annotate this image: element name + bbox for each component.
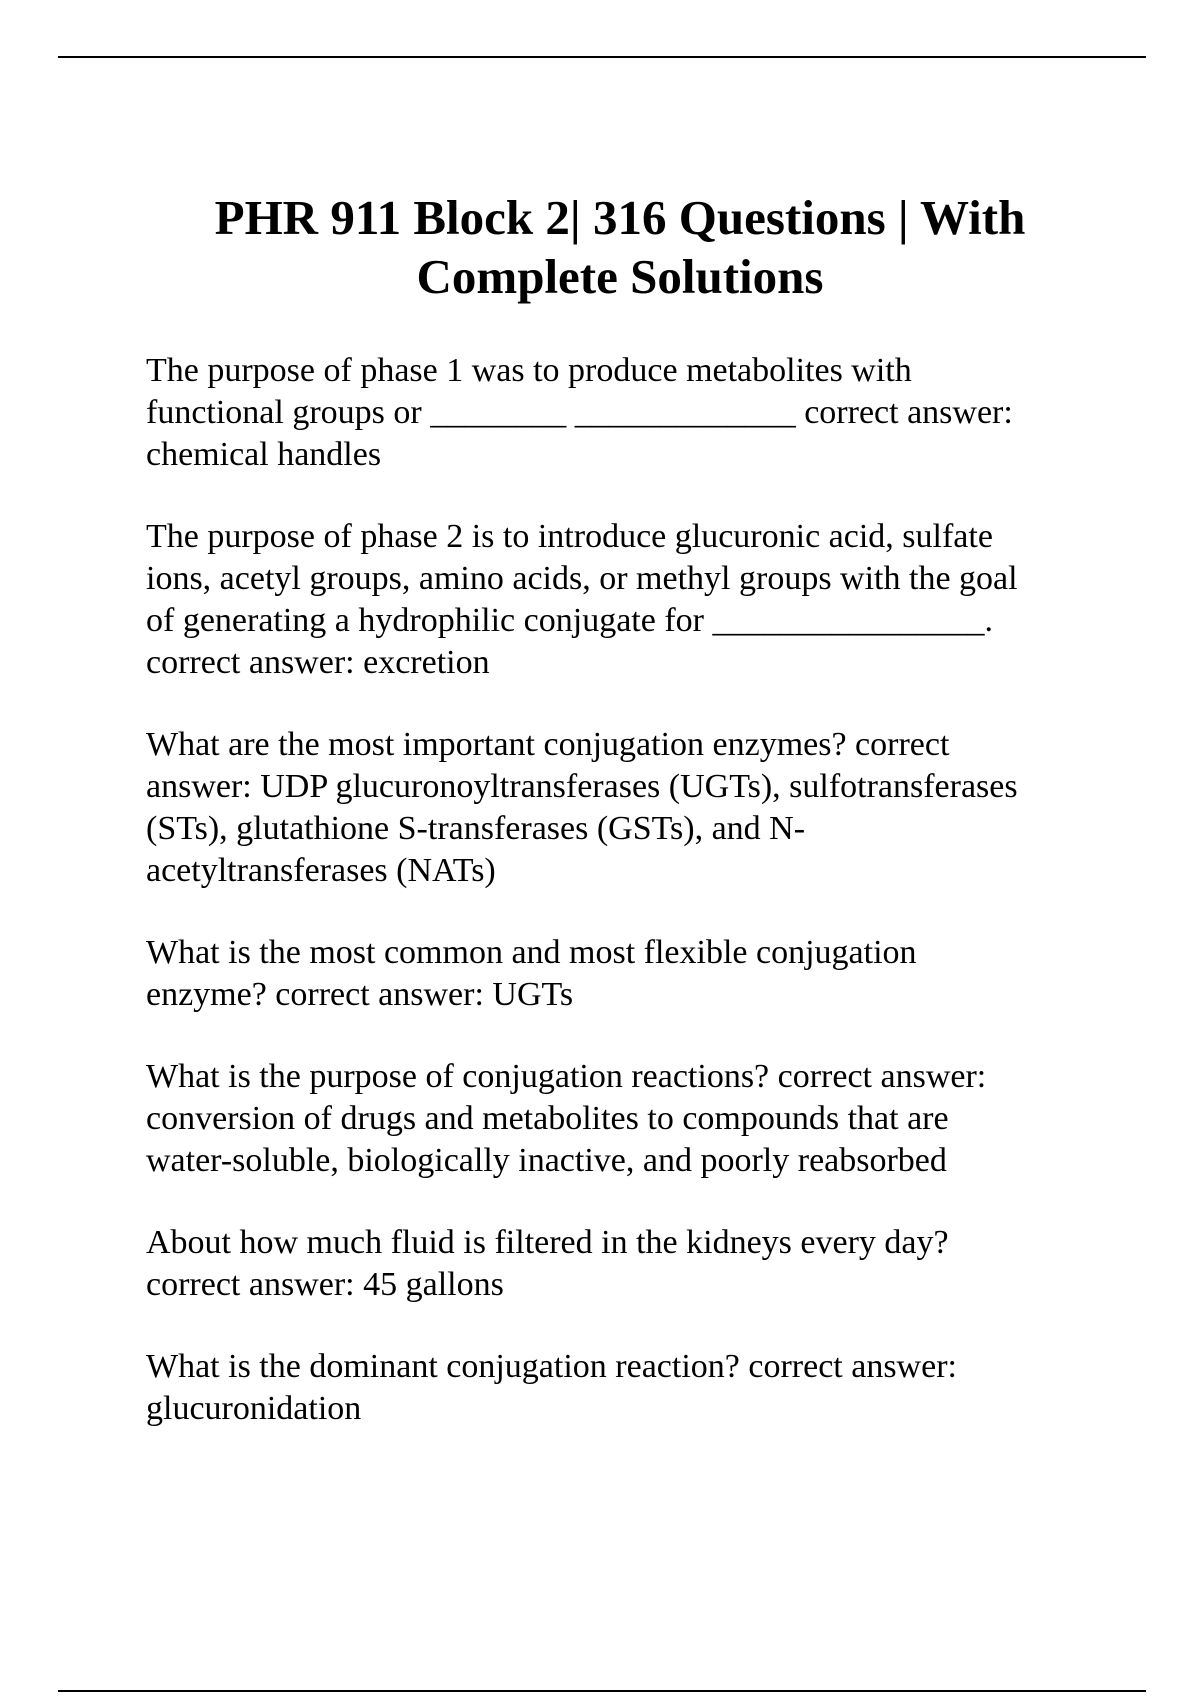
top-rule: [58, 56, 1146, 58]
qa-item: What is the most common and most flexible conjugation enzyme? correct answer: UGTs: [146, 934, 917, 1013]
page-title-line-2: Complete Solutions: [416, 249, 824, 304]
qa-item: The purpose of phase 1 was to produce metabolites with functional groups or ________ _____________ correct answer: chemical handles: [146, 352, 1013, 473]
page-title-line-1: PHR 911 Block 2| 316 Questions | With: [214, 190, 1026, 245]
qa-item: What is the dominant conjugation reaction? correct answer: glucuronidation: [146, 1348, 957, 1427]
qa-item: The purpose of phase 2 is to introduce glucuronic acid, sulfate ions, acetyl groups, amino acids, or methyl groups with the goal of generating a hydrophilic conjugate for ________________. correct answer: excretion: [146, 518, 1018, 681]
bottom-rule: [58, 1690, 1146, 1692]
page-title: [90, 188, 1150, 306]
qa-item: What is the purpose of conjugation reactions? correct answer: conversion of drugs and metabolites to compounds that are water-soluble, biologically inactive, and poorly reabsorbed: [146, 1058, 987, 1179]
question-answer-list: [146, 350, 1096, 1470]
qa-item: What are the most important conjugation enzymes? correct answer: UDP glucuronoyltransferases (UGTs), sulfotransferases (STs), glutathione S-transferases (GSTs), and N- acetyltransferases (NATs): [146, 726, 1018, 889]
qa-item: About how much fluid is filtered in the kidneys every day? correct answer: 45 gallons: [146, 1224, 949, 1303]
